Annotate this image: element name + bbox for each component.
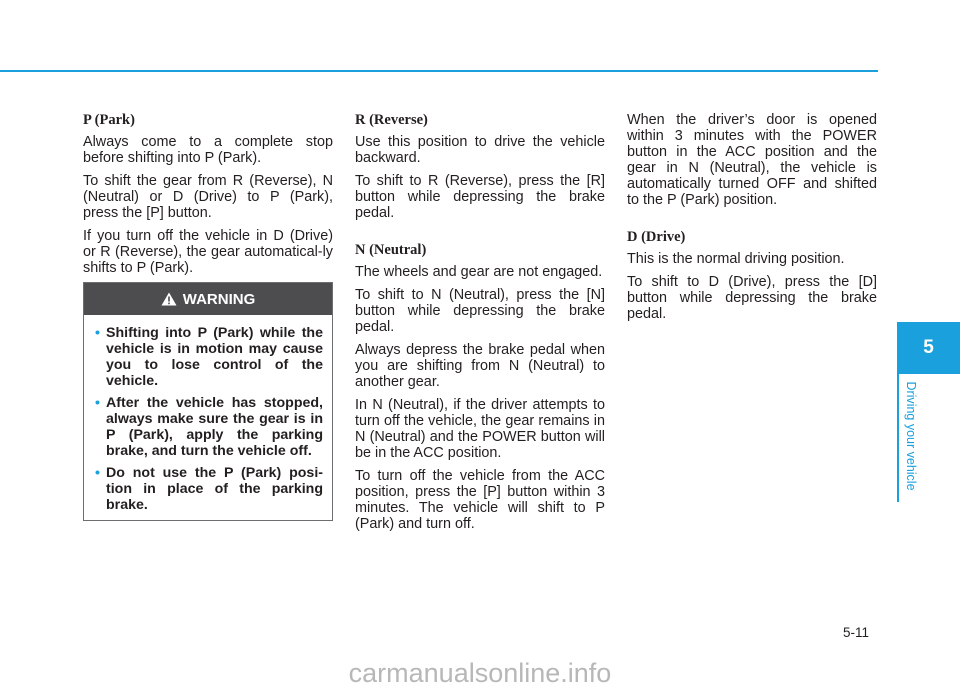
chapter-title: Driving your vehicle xyxy=(904,381,918,491)
paragraph: Always depress the brake pedal when you are shifting from N (Neutral) to another gear. xyxy=(355,342,605,390)
chapter-number: 5 xyxy=(923,337,934,358)
heading-drive: D (Drive) xyxy=(627,229,686,245)
warning-item: • Do not use the P (Park) posi-tion in place of the parking brake. xyxy=(106,465,323,513)
page-number: 5-11 xyxy=(843,625,870,640)
column-drive xyxy=(627,112,877,329)
paragraph: Always come to a complete stop before shifting into P (Park). xyxy=(83,134,333,166)
chapter-rule xyxy=(897,374,899,502)
top-rule xyxy=(0,70,878,72)
warning-title: WARNING xyxy=(182,290,256,308)
paragraph: When the driver’s door is opened within 3 minutes with the POWER button in the ACC position and the gear in N (Neutral), the vehicle is automatically turned OFF and shifted to the P (Park) position. xyxy=(627,112,877,208)
heading-park: P (Park) xyxy=(83,112,135,128)
paragraph: To shift to R (Reverse), press the [R] button while depressing the brake pedal. xyxy=(355,173,605,221)
watermark: carmanualsonline.info xyxy=(348,658,612,688)
heading-neutral: N (Neutral) xyxy=(355,242,427,258)
warning-item: • After the vehicle has stopped, always make sure the gear is in P (Park), apply the parking brake, and turn the vehicle off. xyxy=(106,395,323,459)
warning-list xyxy=(106,325,323,513)
column-park xyxy=(83,112,333,283)
heading-reverse: R (Reverse) xyxy=(355,112,428,128)
paragraph: To shift to D (Drive), press the [D] button while depressing the brake pedal. xyxy=(627,274,877,322)
paragraph: To shift the gear from R (Reverse), N (Neutral) or D (Drive) to P (Park), press the [P] button. xyxy=(83,173,333,221)
warning-triangle-icon xyxy=(161,292,177,306)
column-reverse-neutral xyxy=(355,112,605,539)
chapter-tab xyxy=(897,322,960,374)
paragraph: To turn off the vehicle from the ACC position, press the [P] button within 3 minutes. The vehicle will shift to P (Park) and turn off. xyxy=(355,468,605,532)
warning-box xyxy=(83,282,333,521)
paragraph: In N (Neutral), if the driver attempts to turn off the vehicle, the gear remains in N (Neutral) and the POWER button will be in the ACC position. xyxy=(355,397,605,461)
paragraph: This is the normal driving position. xyxy=(627,251,845,267)
paragraph: To shift to N (Neutral), press the [N] button while depressing the brake pedal. xyxy=(355,287,605,335)
warning-header xyxy=(84,283,332,315)
paragraph: If you turn off the vehicle in D (Drive) or R (Reverse), the gear automatical-ly shifts to P (Park). xyxy=(83,228,333,276)
warning-item: • Shifting into P (Park) while the vehicle is in motion may cause you to lose control of the vehicle. xyxy=(106,325,323,389)
paragraph: The wheels and gear are not engaged. xyxy=(355,264,603,280)
paragraph: Use this position to drive the vehicle backward. xyxy=(355,134,605,166)
